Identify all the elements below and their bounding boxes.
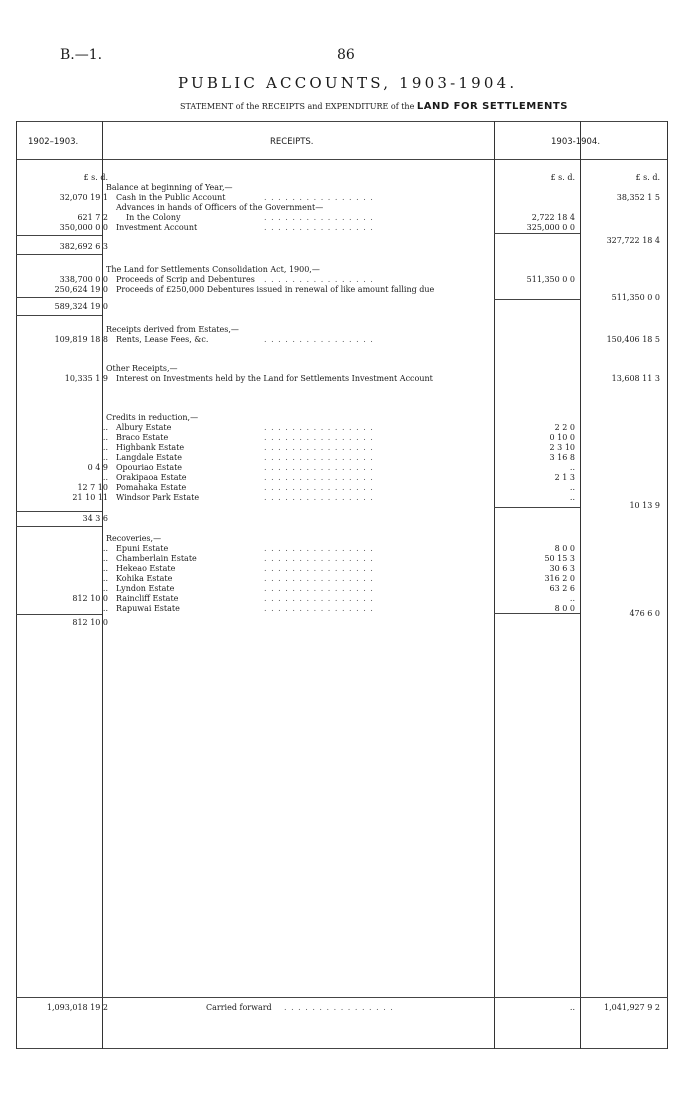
prev-estates-rents: 109,819 18 8 xyxy=(54,335,108,344)
estate-prev-amount: .. xyxy=(102,554,108,563)
estate-name: Opouriao Estate xyxy=(116,463,183,472)
subtotal-rule xyxy=(494,613,580,614)
leader-dots: . . . . . . . . . . . . . . . . xyxy=(264,493,374,502)
prev-recoveries-total: 812 10 0 xyxy=(72,618,108,627)
table-top-rule xyxy=(16,121,668,122)
leader-dots: . . . . . . . . . . . . . . . . xyxy=(264,584,374,593)
prev-consolidation-total: 589,324 19 0 xyxy=(54,302,108,311)
leader-dots: . . . . . . . . . . . . . . . . xyxy=(264,463,374,472)
estate-curr-amount: .. xyxy=(569,493,575,502)
subtotal-rule xyxy=(16,254,102,255)
curr-recoveries-total: 476 6 0 xyxy=(629,609,660,618)
leader-dots: . . . . . . . . . . . . . . . . xyxy=(264,453,374,462)
balance-advances: Advances in hands of Officers of the Government— xyxy=(116,203,324,212)
lsd-heading-outer: £ s. d. xyxy=(635,173,660,182)
estate-curr-amount: 2 1 3 xyxy=(554,473,575,482)
curr-balance-cash: 38,352 1 5 xyxy=(616,193,660,202)
estate-name: Albury Estate xyxy=(116,423,172,432)
estate-prev-amount: .. xyxy=(102,604,108,613)
prev-consolidation-renewal: 250,624 19 0 xyxy=(54,285,108,294)
col-divider-2 xyxy=(494,121,495,1049)
footer-rule xyxy=(16,997,668,998)
subtotal-rule xyxy=(16,511,102,512)
prev-balance-total: 382,692 6 3 xyxy=(59,242,108,251)
curr-carried-forward: 1,041,927 9 2 xyxy=(604,1003,660,1012)
credits-heading: Credits in reduction,— xyxy=(106,413,199,422)
consolidation-renewal: Proceeds of £250,000 Debentures issued in renewal of like amount falling due xyxy=(116,285,435,294)
curr-consolidation-scrip: 511,350 0 0 xyxy=(526,275,575,284)
leader-dots: . . . . . . . . . . . . . . . . xyxy=(284,1003,394,1012)
leader-dots: . . . . . . . . . . . . . . . . xyxy=(264,335,374,344)
estate-curr-amount: 63 2 6 xyxy=(549,584,575,593)
prev-balance-colony: 621 7 2 xyxy=(77,213,108,222)
curr-other-interest: 13,608 11 3 xyxy=(611,374,660,383)
estate-name: Hekeao Estate xyxy=(116,564,176,573)
leader-dots: . . . . . . . . . . . . . . . . xyxy=(264,443,374,452)
right-border xyxy=(667,121,668,1049)
left-border xyxy=(16,121,17,1049)
subtotal-rule xyxy=(494,233,580,234)
estate-name: Raincliff Estate xyxy=(116,594,179,603)
lsd-heading-prev: £ s. d. xyxy=(83,173,108,182)
curr-balance-total: 327,722 18 4 xyxy=(606,236,660,245)
prev-consolidation-scrip: 338,700 0 0 xyxy=(59,275,108,284)
estate-curr-amount: 2 2 0 xyxy=(554,423,575,432)
estate-prev-amount: .. xyxy=(102,564,108,573)
leader-dots: . . . . . . . . . . . . . . . . xyxy=(264,604,374,613)
subtitle-bold: LAND FOR SETTLEMENTS xyxy=(416,101,568,112)
col-divider-3 xyxy=(580,121,581,1049)
estate-prev-amount: .. xyxy=(102,443,108,452)
column-header-curr-year: 1903-1904. xyxy=(551,137,601,147)
page-number: 86 xyxy=(337,47,355,63)
estate-name: Braco Estate xyxy=(116,433,169,442)
leader-dots: . . . . . . . . . . . . . . . . xyxy=(264,213,374,222)
estate-prev-amount: .. xyxy=(102,544,108,553)
subtotal-rule xyxy=(16,297,102,298)
estate-curr-amount: .. xyxy=(569,463,575,472)
statement-subtitle xyxy=(180,101,568,112)
estate-name: Kohika Estate xyxy=(116,574,173,583)
estate-name: Langdale Estate xyxy=(116,453,182,462)
prev-carried-forward: 1,093,018 19 2 xyxy=(46,1003,108,1012)
estate-prev-amount: .. xyxy=(102,473,108,482)
lsd-heading-inner: £ s. d. xyxy=(550,173,575,182)
estate-name: Epuni Estate xyxy=(116,544,169,553)
estate-prev-amount: 21 10 11 xyxy=(72,493,108,502)
consolidation-heading: The Land for Settlements Consolidation Act, 1900,— xyxy=(106,265,320,274)
estate-curr-amount: 3 16 8 xyxy=(549,453,575,462)
estate-curr-amount: 2 3 10 xyxy=(549,443,575,452)
estate-name: Windsor Park Estate xyxy=(116,493,200,502)
subtotal-rule xyxy=(494,507,580,508)
curr-estates-rents: 150,406 18 5 xyxy=(606,335,660,344)
leader-dots: . . . . . . . . . . . . . . . . xyxy=(264,483,374,492)
subtotal-rule xyxy=(16,235,102,236)
subtotal-rule xyxy=(16,315,102,316)
column-header-receipts: RECEIPTS. xyxy=(270,137,314,147)
prev-other-interest: 10,335 1 9 xyxy=(64,374,108,383)
table-bottom-rule xyxy=(16,1048,668,1049)
other-heading: Other Receipts,— xyxy=(106,364,178,373)
balance-heading: Balance at beginning of Year,— xyxy=(106,183,233,192)
curr-carried-forward-inner: .. xyxy=(569,1003,575,1012)
leader-dots: . . . . . . . . . . . . . . . . xyxy=(264,594,374,603)
estate-prev-amount: .. xyxy=(102,584,108,593)
leader-dots: . . . . . . . . . . . . . . . . xyxy=(264,554,374,563)
estate-prev-amount: .. xyxy=(102,453,108,462)
estate-curr-amount: 316 2 0 xyxy=(544,574,575,583)
estate-curr-amount: 30 6 3 xyxy=(549,564,575,573)
estate-curr-amount: .. xyxy=(569,594,575,603)
subtotal-rule xyxy=(16,526,102,527)
estate-curr-amount: 8 0 0 xyxy=(554,604,575,613)
balance-cash: Cash in the Public Account xyxy=(116,193,226,202)
consolidation-scrip: Proceeds of Scrip and Debentures xyxy=(116,275,255,284)
header-rule xyxy=(16,159,668,160)
leader-dots: . . . . . . . . . . . . . . . . xyxy=(264,223,374,232)
page-title: PUBLIC ACCOUNTS, 1903-1904. xyxy=(178,74,518,92)
estate-name: Chamberlain Estate xyxy=(116,554,197,563)
leader-dots: . . . . . . . . . . . . . . . . xyxy=(264,275,374,284)
prev-balance-investment: 350,000 0 0 xyxy=(59,223,108,232)
receipts-table xyxy=(16,121,668,1049)
leader-dots: . . . . . . . . . . . . . . . . xyxy=(264,544,374,553)
leader-dots: . . . . . . . . . . . . . . . . xyxy=(264,433,374,442)
leader-dots: . . . . . . . . . . . . . . . . xyxy=(264,423,374,432)
leader-dots: . . . . . . . . . . . . . . . . xyxy=(264,564,374,573)
carried-forward-label: Carried forward xyxy=(206,1003,272,1012)
leader-dots: . . . . . . . . . . . . . . . . xyxy=(264,193,374,202)
prev-balance-cash: 32,070 19 1 xyxy=(59,193,108,202)
estate-prev-amount: 12 7 10 xyxy=(77,483,108,492)
estate-name: Rapuwai Estate xyxy=(116,604,180,613)
curr-consolidation-total: 511,350 0 0 xyxy=(611,293,660,302)
recoveries-heading: Recoveries,— xyxy=(106,534,162,543)
subtitle-lead: STATEMENT of the RECEIPTS and EXPENDITURE of the xyxy=(180,102,415,111)
estate-name: Pomahaka Estate xyxy=(116,483,187,492)
estates-rents: Rents, Lease Fees, &c. xyxy=(116,335,209,344)
page-reference: B.—1. xyxy=(60,47,103,63)
column-header-prev-year: 1902–1903. xyxy=(28,137,79,147)
leader-dots: . . . . . . . . . . . . . . . . xyxy=(264,574,374,583)
balance-investment: Investment Account xyxy=(116,223,198,232)
leader-dots: . . . . . . . . . . . . . . . . xyxy=(264,473,374,482)
estate-curr-amount: 50 15 3 xyxy=(544,554,575,563)
estate-name: Lyndon Estate xyxy=(116,584,175,593)
estate-prev-amount: .. xyxy=(102,574,108,583)
curr-balance-colony: 2,722 18 4 xyxy=(531,213,575,222)
balance-colony: In the Colony xyxy=(126,213,181,222)
estate-name: Highbank Estate xyxy=(116,443,185,452)
estates-heading: Receipts derived from Estates,— xyxy=(106,325,239,334)
estate-curr-amount: 0 10 0 xyxy=(549,433,575,442)
estate-curr-amount: .. xyxy=(569,483,575,492)
estate-prev-amount: .. xyxy=(102,433,108,442)
subtotal-rule xyxy=(16,614,102,615)
estate-prev-amount: 0 4 9 xyxy=(87,463,108,472)
estate-prev-amount: 812 10 0 xyxy=(72,594,108,603)
curr-credits-total: 10 13 9 xyxy=(629,501,660,510)
estate-curr-amount: 8 0 0 xyxy=(554,544,575,553)
subtotal-rule xyxy=(494,299,580,300)
estate-prev-amount: .. xyxy=(102,423,108,432)
curr-balance-investment: 325,000 0 0 xyxy=(526,223,575,232)
prev-credits-total: 34 3 6 xyxy=(82,514,108,523)
other-interest: Interest on Investments held by the Land for Settlements Investment Account xyxy=(116,374,433,383)
estate-name: Orakipaoa Estate xyxy=(116,473,187,482)
